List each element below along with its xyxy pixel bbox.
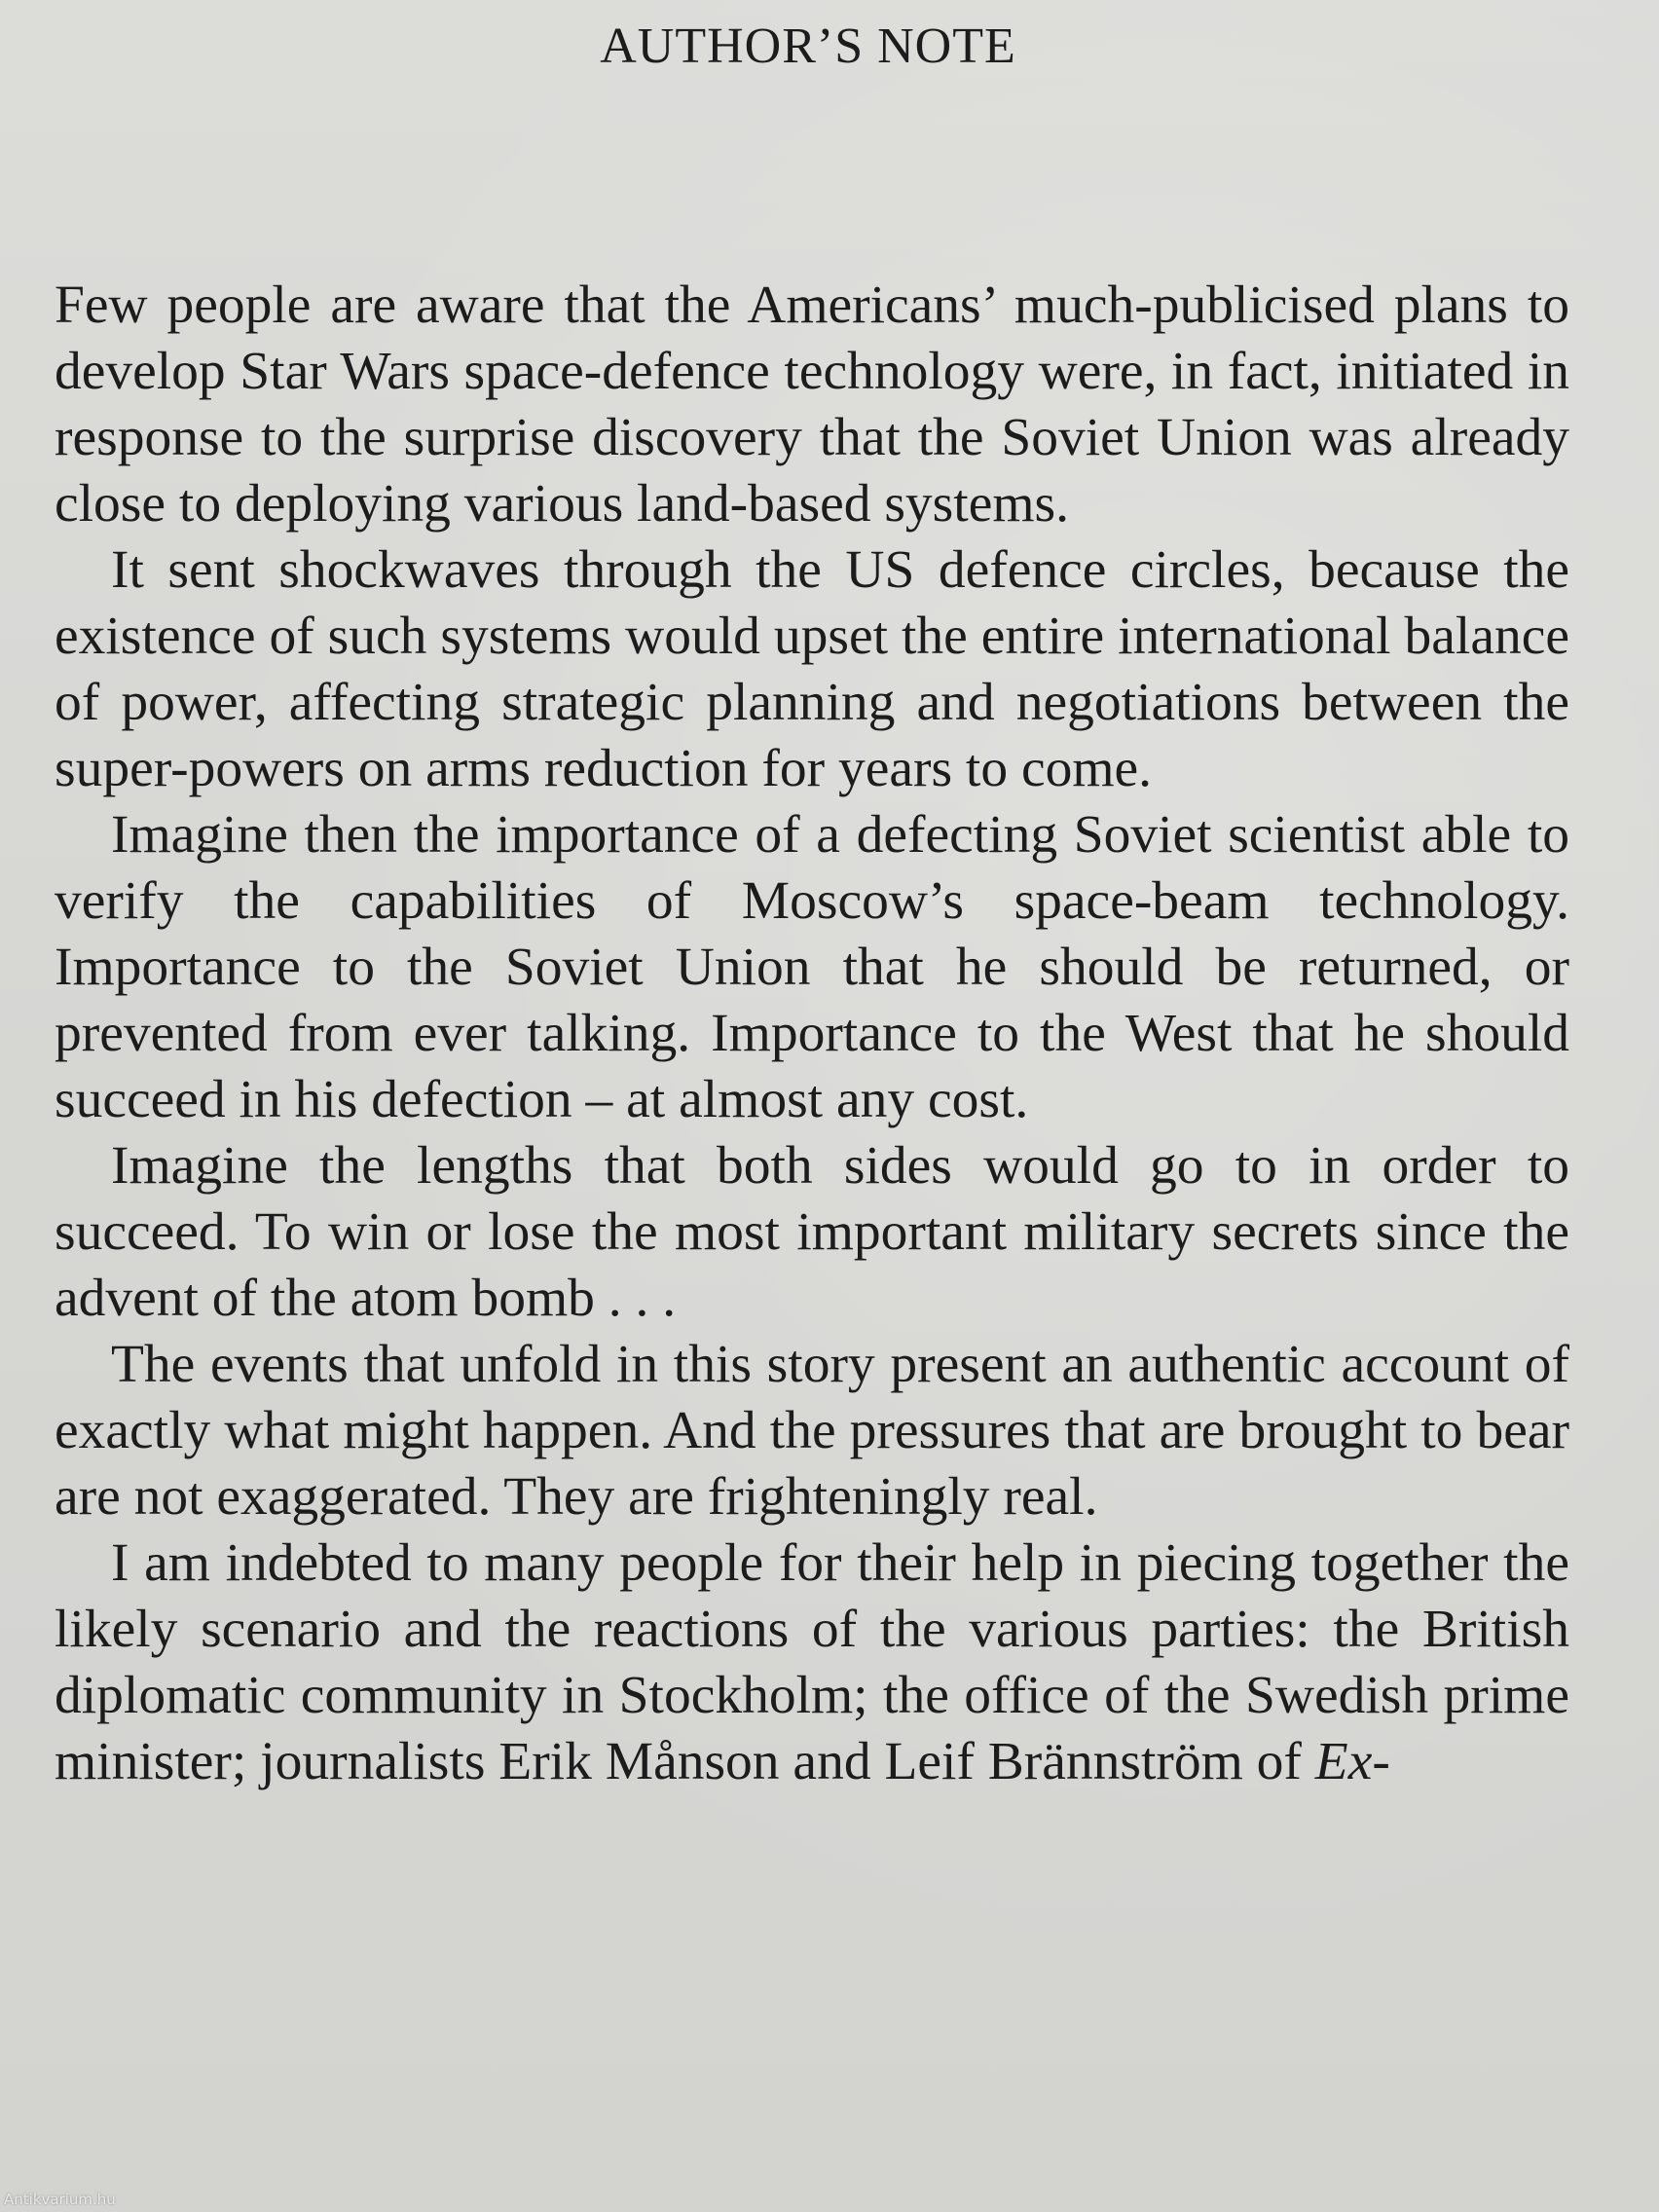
page-heading: AUTHOR’S NOTE xyxy=(600,18,1016,74)
paragraph-3: Imagine then the importance of a defecting Soviet scientist able to verify the capabilities of Moscow’s space-beam technology. Importance to the Soviet Union that he should be returned, or prevented from ever talking. Importance to the West that he should succeed in his defection – at almost any cost. xyxy=(55,805,1569,1129)
paragraph-6-italic-tail: Ex- xyxy=(1314,1732,1390,1791)
paragraph-4: Imagine the lengths that both sides would go to in order to succeed. To win or lose the most important military secrets since the advent of the atom bomb . . . xyxy=(55,1136,1569,1328)
body-text xyxy=(55,273,1569,1795)
paragraph-6-text: I am indebted to many people for their help in piecing together the likely scenario and the reactions of the various parties: the British diplomatic community in Stockholm; the office of the Swedish prime minister; journalists Erik Månson and Leif Brännström of xyxy=(55,1533,1569,1791)
paragraph-5: The events that unfold in this story present an authentic account of exactly what might happen. And the pressures that are brought to bear are not exaggerated. They are frighteningly real. xyxy=(55,1335,1569,1527)
paragraph-2: It sent shockwaves through the US defence circles, because the existence of such systems would upset the entire international balance of power, affecting strategic planning and negotiations between the super-powers on arms reduction for years to come. xyxy=(55,540,1569,798)
paragraph-6 xyxy=(55,1530,1569,1795)
watermark: Antikvarium.hu xyxy=(4,2191,116,2208)
paragraph-1: Few people are aware that the Americans’ much-publicised plans to develop Star Wars space-defence technology were, in fact, initiated in response to the surprise discovery that the Soviet Union was already close to deploying various land-based systems. xyxy=(55,276,1569,534)
